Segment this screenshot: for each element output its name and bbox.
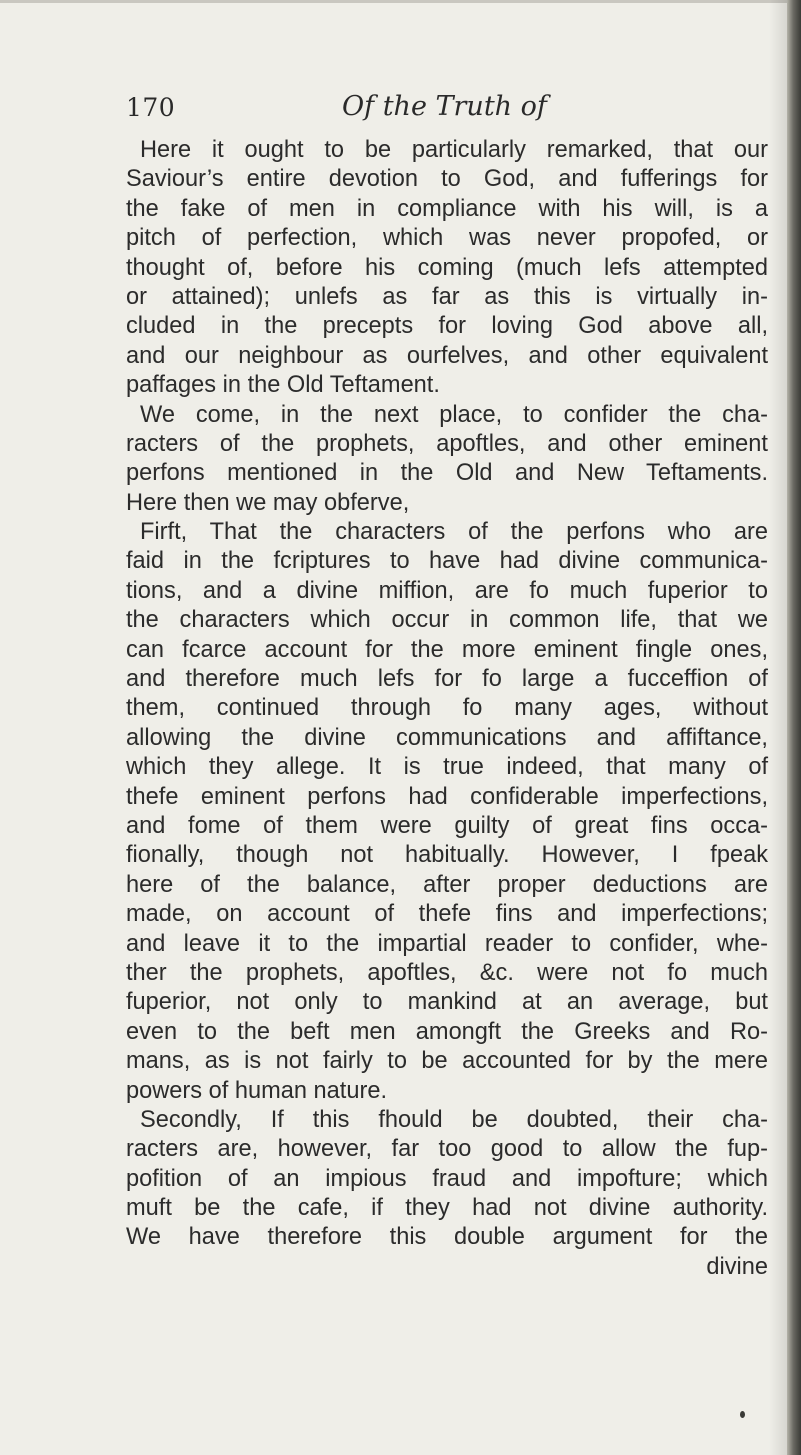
text-line: powers of human nature.: [126, 1077, 387, 1104]
text-line: Here then we may obferve,: [126, 489, 410, 516]
text-line: We have therefore this double argument for the: [126, 1224, 768, 1251]
book-binding: [787, 0, 801, 1455]
running-head: [126, 93, 726, 129]
text-line: fionally, though not habitually. However, I fpeak: [126, 842, 768, 869]
text-line: even to the beft men amongft the Greeks and Ro-: [126, 1018, 768, 1045]
text-line: made, on account of thefe fins and imperfections;: [126, 901, 768, 928]
text-line: Here it ought to be particularly remarked, that our: [140, 137, 768, 163]
text-line: pofition of an impious fraud and impofture; which: [126, 1165, 768, 1192]
body-text: [126, 136, 768, 1282]
page-top-edge: [0, 0, 801, 3]
text-line: the fake of men in compliance with his will, is a: [126, 195, 768, 222]
text-line: pitch of perfection, which was never propofed, or: [126, 225, 768, 252]
text-line: and therefore much lefs for fo large a fucceffion of: [126, 666, 768, 693]
page-header-title: Of the Truth of: [342, 91, 547, 122]
page-number: 170: [126, 93, 176, 122]
text-line: can fcarce account for the more eminent fingle ones,: [126, 636, 768, 663]
text-line: mans, as is not fairly to be accounted for by the mere: [126, 1048, 768, 1075]
text-line: them, continued through fo many ages, without: [126, 695, 768, 722]
text-line: and fome of them were guilty of great fins occa-: [126, 812, 768, 839]
text-line: thefe eminent perfons had confiderable imperfections,: [126, 783, 768, 810]
text-line: paffages in the Old Teftament.: [126, 372, 440, 399]
text-line: perfons mentioned in the Old and New Teftaments.: [126, 460, 768, 487]
binding-shadow: [769, 0, 787, 1455]
ink-speck: [740, 1411, 745, 1418]
text-line: and leave it to the impartial reader to confider, whe-: [126, 930, 768, 957]
text-line: and our neighbour as ourfelves, and other equivalent: [126, 342, 768, 369]
text-line: Secondly, If this fhould be doubted, their cha-: [140, 1106, 768, 1133]
catchword: divine: [706, 1253, 768, 1280]
text-line: racters of the prophets, apoftles, and other eminent: [126, 430, 768, 457]
text-line: We come, in the next place, to confider the cha-: [140, 401, 768, 428]
text-line: allowing the divine communications and affiftance,: [126, 724, 768, 751]
text-line: racters are, however, far too good to allow the fup-: [126, 1136, 768, 1163]
text-line: faid in the fcriptures to have had divine communica-: [126, 548, 768, 575]
text-line: Saviour’s entire devotion to God, and fufferings for: [126, 166, 768, 193]
text-line: thought of, before his coming (much lefs attempted: [126, 254, 768, 281]
text-line: Firft, That the characters of the perfons who are: [140, 519, 768, 546]
text-line: tions, and a divine miffion, are fo much fuperior to: [126, 577, 768, 604]
text-line: or attained); unlefs as far as this is virtually in-: [126, 283, 768, 310]
text-line: which they allege. It is true indeed, that many of: [126, 754, 768, 781]
text-line: muft be the cafe, if they had not divine authority.: [126, 1195, 768, 1222]
text-line: ther the prophets, apoftles, &c. were not fo much: [126, 959, 768, 986]
text-line: cluded in the precepts for loving God above all,: [126, 313, 768, 340]
text-line: here of the balance, after proper deductions are: [126, 871, 768, 898]
text-line: the characters which occur in common life, that we: [126, 607, 768, 634]
text-line: fuperior, not only to mankind at an average, but: [126, 989, 768, 1016]
